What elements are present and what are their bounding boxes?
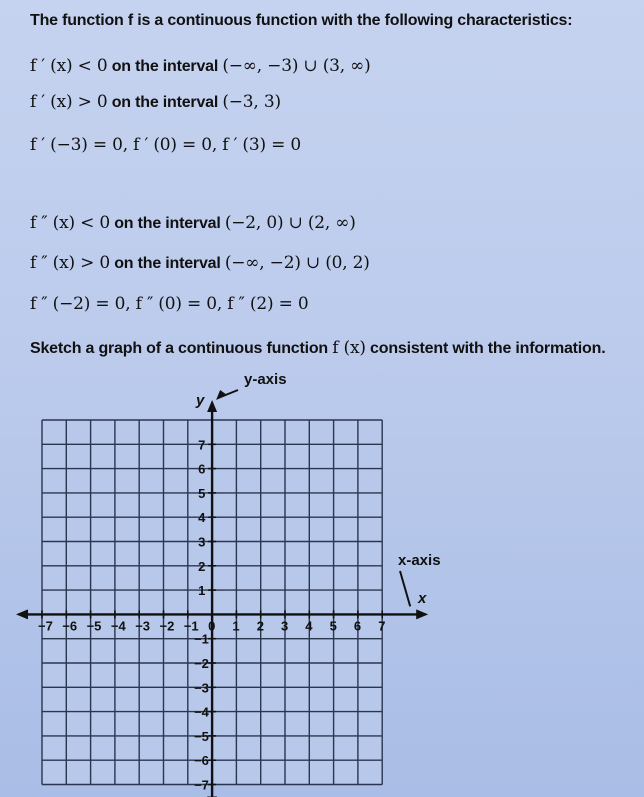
fprime-neg-mid: on the interval — [107, 58, 223, 75]
y-tick-label: −3 — [194, 680, 209, 696]
prompt-end: consistent with the information. — [365, 340, 606, 357]
fdouble-pos-mid: on the interval — [109, 255, 225, 272]
x-tick-label: −4 — [110, 618, 126, 634]
fprime-zeros-expr: f ′ (−3) = 0, f ′ (0) = 0, f ′ (3) = 0 — [30, 135, 301, 155]
x-tick-label: 0 — [208, 618, 216, 634]
fprime-pos-interval: (−3, 3) — [222, 92, 281, 112]
fprime-pos-expr: f ′ (x) > 0 — [30, 92, 108, 112]
y-tick-label: 4 — [198, 510, 206, 526]
y-tick-label: −6 — [194, 753, 209, 769]
x-tick-label: 6 — [353, 618, 362, 634]
fprime-neg-interval: (−∞, −3) ∪ (3, ∞) — [222, 56, 371, 76]
x-tick-label: −2 — [159, 618, 175, 634]
intro-text: The function f is a continuous function with the following characteristics: — [30, 12, 573, 29]
y-tick-label: 2 — [198, 558, 206, 574]
fprime-pos-mid: on the interval — [107, 94, 223, 111]
x-tick-label: 1 — [232, 618, 240, 634]
x-label-pointer — [400, 571, 410, 606]
y-tick-label: 3 — [198, 534, 206, 550]
fdouble-neg-expr: f ″ (x) < 0 — [30, 213, 110, 233]
coordinate-grid[interactable] — [0, 360, 644, 797]
y-tick-label: −2 — [194, 656, 209, 671]
x-axis-arrow-right — [416, 609, 428, 619]
y-tick-label: −1 — [194, 631, 209, 647]
y-letter: y — [196, 392, 205, 409]
fdouble-neg-line — [30, 213, 356, 233]
y-tick-label: 7 — [198, 437, 206, 453]
y-tick-label: −5 — [194, 728, 209, 744]
y-tick-label: 1 — [198, 583, 206, 599]
fdouble-zeros-line — [30, 294, 308, 314]
x-axis-arrow-left — [16, 609, 28, 619]
fdouble-pos-expr: f ″ (x) > 0 — [30, 253, 110, 273]
fdouble-pos-line — [30, 253, 370, 273]
y-tick-label: 5 — [198, 485, 206, 501]
y-tick-label: −7 — [194, 777, 209, 793]
x-tick-label: 7 — [378, 618, 386, 634]
y-label-pointer-head — [216, 390, 227, 400]
x-tick-label: 4 — [305, 618, 313, 634]
fprime-neg-expr: f ′ (x) < 0 — [30, 56, 108, 76]
fdouble-zeros-expr: f ″ (−2) = 0, f ″ (0) = 0, f ″ (2) = 0 — [30, 294, 309, 314]
y-tick-label: −4 — [194, 704, 209, 720]
x-tick-label: −5 — [86, 618, 102, 634]
fprime-pos-line — [30, 92, 281, 112]
prompt-text: Sketch a graph of a continuous function — [30, 340, 333, 357]
fdouble-pos-interval: (−∞, −2) ∪ (0, 2) — [224, 253, 370, 273]
fprime-neg-line — [30, 56, 371, 76]
y-axis-arrow-up — [207, 400, 217, 412]
x-letter: x — [418, 590, 427, 607]
y-axis-label: y-axis — [244, 371, 287, 388]
x-axis-label: x-axis — [398, 552, 441, 569]
x-tick-label: 5 — [329, 618, 337, 634]
fdouble-neg-mid: on the interval — [109, 215, 225, 232]
x-tick-label: −7 — [38, 618, 53, 634]
fprime-zeros-line — [30, 135, 301, 155]
y-tick-label: 6 — [198, 461, 206, 477]
fdouble-neg-interval: (−2, 0) ∪ (2, ∞) — [224, 213, 356, 233]
prompt-func: f (x) — [332, 338, 366, 358]
x-tick-label: −3 — [135, 618, 151, 634]
x-tick-label: −1 — [183, 618, 199, 634]
x-tick-label: 2 — [256, 618, 264, 634]
sketch-prompt — [30, 338, 605, 358]
x-tick-label: −6 — [62, 618, 78, 634]
x-tick-label: 3 — [281, 618, 289, 634]
